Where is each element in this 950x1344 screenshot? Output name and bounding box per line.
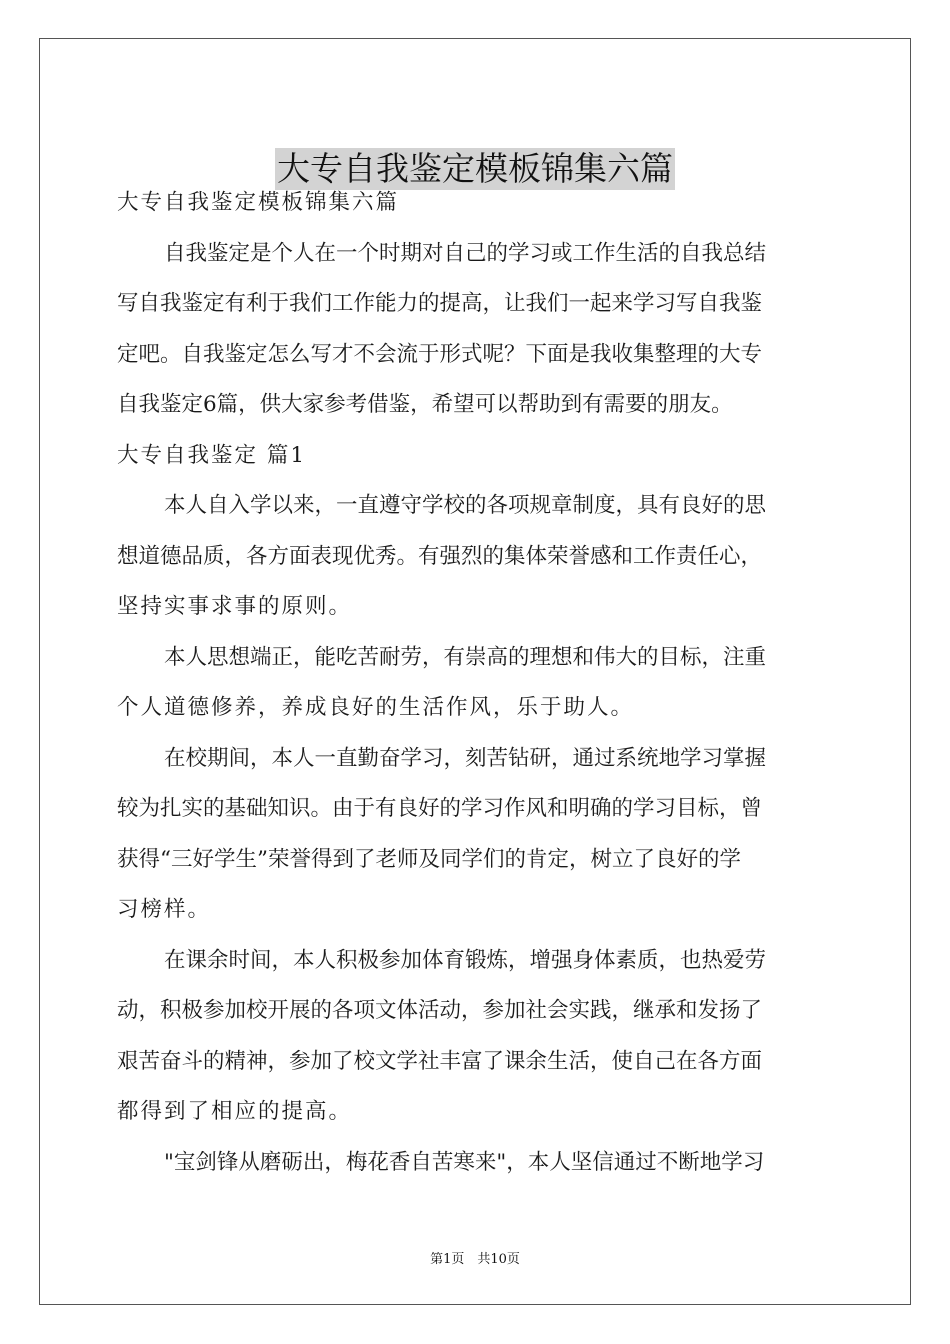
text-line: 自我鉴定6篇，供大家参考借鉴，希望可以帮助到有需要的朋友。 xyxy=(117,392,733,417)
text-line: 定吧。自我鉴定怎么写才不会流于形式呢？下面是我收集整理的大专 xyxy=(117,341,763,367)
text-line: "宝剑锋从磨砺出，梅花香自苦寒来"，本人坚信通过不断地学习 xyxy=(164,1149,765,1175)
page-footer: 第1页 共10页 xyxy=(430,1252,520,1267)
text-line: 习榜样。 xyxy=(117,897,212,922)
text-line: 都得到了相应的提高。 xyxy=(117,1099,353,1124)
document-body xyxy=(117,178,835,1188)
text-line: 本人思想端正，能吃苦耐劳，有崇高的理想和伟大的目标，注重 xyxy=(164,644,767,670)
text-line: 在校期间，本人一直勤奋学习，刻苦钻研，通过系统地学习掌握 xyxy=(164,745,767,771)
text-line: 在课余时间，本人积极参加体育锻炼，增强身体素质，也热爱劳 xyxy=(164,947,767,973)
text-line: 自我鉴定是个人在一个时期对自己的学习或工作生活的自我总结 xyxy=(164,240,767,266)
text-line: 坚持实事求事的原则。 xyxy=(117,594,353,619)
document-title: 大专自我鉴定模板锦集六篇 xyxy=(277,149,673,189)
text-line: 本人自入学以来，一直遵守学校的各项规章制度，具有良好的思 xyxy=(164,493,767,518)
text-line: 写自我鉴定有利于我们工作能力的提高，让我们一起来学习写自我鉴 xyxy=(117,291,763,316)
text-line: 动，积极参加校开展的各项文体活动，参加社会实践，继承和发扬了 xyxy=(117,998,763,1023)
text-line: 较为扎实的基础知识。由于有良好的学习作风和明确的学习目标，曾 xyxy=(117,796,763,821)
text-line: 获得“三好学生”荣誉得到了老师及同学们的肯定，树立了良好的学 xyxy=(117,846,741,872)
text-line: 艰苦奋斗的精神，参加了校文学社丰富了课余生活，使自己在各方面 xyxy=(117,1048,763,1074)
text-line: 想道德品质，各方面表现优秀。有强烈的集体荣誉感和工作责任心， xyxy=(117,543,763,569)
text-line: 大专自我鉴定模板锦集六篇 xyxy=(117,190,400,215)
text-line: 大专自我鉴定 篇1 xyxy=(117,442,307,468)
text-line: 个人道德修养，养成良好的生活作风，乐于助人。 xyxy=(117,695,635,720)
